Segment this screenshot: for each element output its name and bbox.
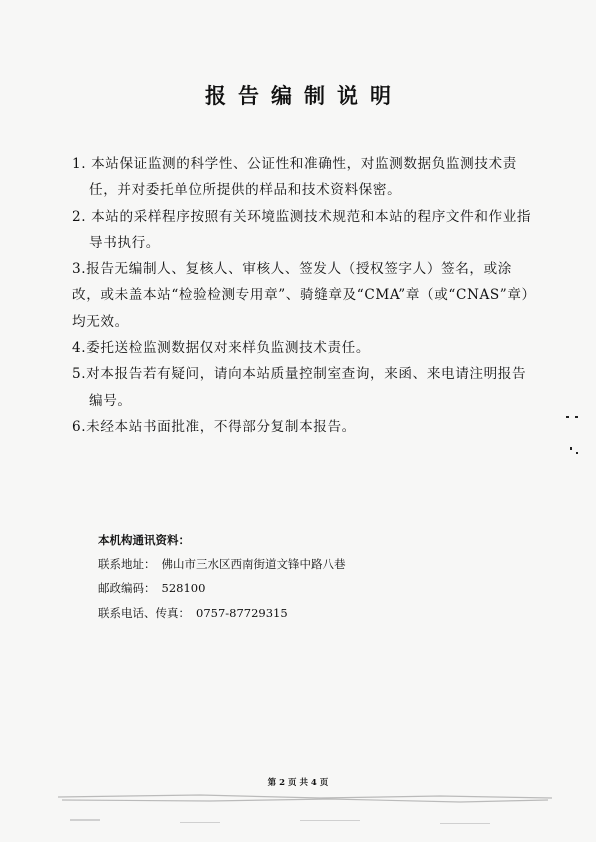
postcode-label: 邮政编码：: [98, 581, 156, 596]
note-item-4: 4.委托送检监测数据仅对来样负监测技术责任。: [72, 340, 371, 357]
notes-list: [72, 151, 537, 440]
page-number: 第 2 页 共 4 页: [267, 778, 329, 788]
contact-heading: 本机构通讯资料：: [98, 533, 190, 547]
page-title: 报告编制说明: [205, 84, 403, 108]
note-item-3: 3.报告无编制人、复核人、审核人、签发人（授权签字人）签名，或涂改，或未盖本站“检验检测专用章”、骑缝章及“CMA”章（或“CNAS”章）均无效。: [72, 261, 536, 330]
contact-postcode-row: [98, 576, 498, 600]
contact-info: [98, 528, 498, 625]
contact-phone-row: [98, 601, 498, 625]
address-label: 联系地址：: [98, 557, 156, 572]
note-item-5: 5.对本报告若有疑问，请向本站质量控制室查询，来函、来电请注明报告编号。: [72, 366, 527, 409]
note-item-6: 6.未经本站书面批准，不得部分复制本报告。: [72, 418, 356, 435]
phone-label: 联系电话、传真：: [98, 605, 190, 620]
postcode-value: 528100: [161, 581, 206, 596]
note-item-2: 2. 本站的采样程序按照有关环境监测技术规范和本站的程序文件和作业指导书执行。: [72, 208, 532, 251]
address-value: 佛山市三水区西南街道文锋中路八巷: [161, 557, 346, 572]
note-item-1: 1. 本站保证监测的科学性、公证性和准确性，对监测数据负监测技术责任，并对委托单位所提供的样品和技术资料保密。: [72, 156, 517, 199]
contact-address-row: [98, 552, 498, 576]
phone-value: 0757-87729315: [196, 605, 288, 620]
